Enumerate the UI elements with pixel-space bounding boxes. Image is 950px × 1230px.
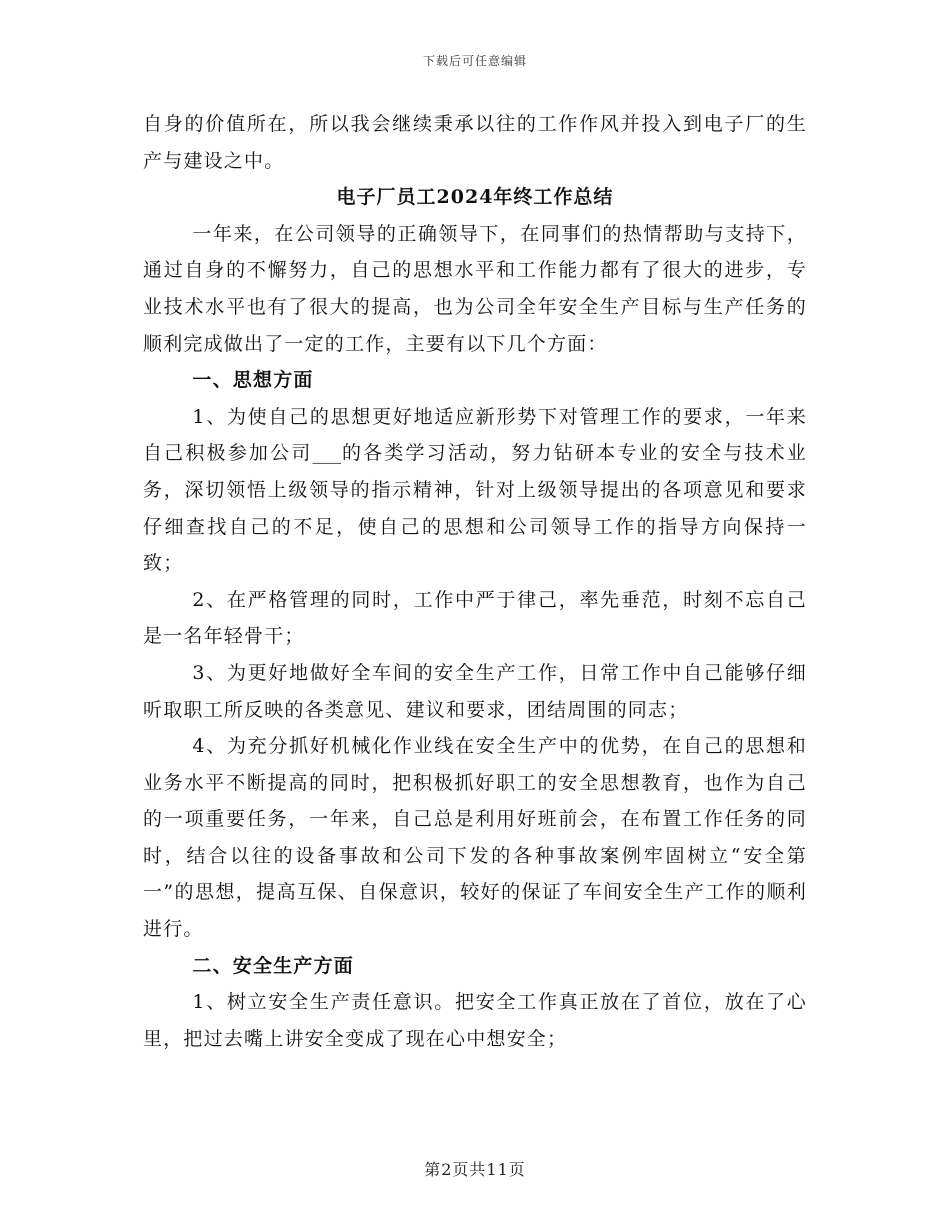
thought-item-2: 2、在严格管理的同时，工作中严于律己，率先垂范，时刻不忘自己是一名年轻骨干； bbox=[143, 588, 807, 648]
intro-paragraph: 一年来，在公司领导的正确领导下，在同事们的热情帮助与支持下，通过自身的不懈努力，自己的思想水平和工作能力都有了很大的进步，专业技术水平也有了很大的提高，也为公司全年安全生产目标与生产任务的顺利完成做出了一定的工作，主要有以下几个方面： bbox=[143, 222, 807, 355]
document-body bbox=[143, 106, 807, 1057]
header-note: 下载后可任意编辑 bbox=[422, 54, 527, 68]
document-title: 电子厂员工2024年终工作总结 bbox=[336, 186, 614, 209]
continuation-paragraph: 自身的价值所在，所以我会继续秉承以往的工作作风并投入到电子厂的生产与建设之中。 bbox=[143, 113, 807, 172]
thought-item-1-part2: 的各类学习活动，努力钻研本专业的安全与技术业务，深切领悟上级领导的指示精神，针对上级领导提出的各项意见和要求仔细查找自己的不足，使自己的思想和公司领导工作的指导方向保持一致； bbox=[143, 442, 807, 575]
section-heading-thought: 一、思想方面 bbox=[192, 369, 314, 392]
thought-item-4: 4、为充分抓好机械化作业线在安全生产中的优势，在自己的思想和业务水平不断提高的同时，把积极抓好职工的安全思想教育，也作为自己的一项重要任务，一年来，自己总是利用好班前会，在布置工作任务的同时，结合以往的设备事故和公司下发的各种事故案例牢固树立“安全第一”的思想，提高互保、自保意识，较好的保证了车间安全生产工作的顺利进行。 bbox=[143, 735, 807, 941]
page-footer: 第2页共11页 bbox=[424, 1160, 526, 1179]
thought-item-1-part1: 1、为使自己的思想更好地适应新形势下对管理工作的要求，一年来自己积极参加公司 bbox=[143, 405, 807, 465]
thought-item-1-blank: ___ bbox=[312, 442, 341, 465]
thought-item-3: 3、为更好地做好全车间的安全生产工作，日常工作中自己能够仔细听取职工所反映的各类意见、建议和要求，团结周围的同志； bbox=[143, 661, 807, 721]
safety-item-1: 1、树立安全生产责任意识。把安全工作真正放在了首位，放在了心里，把过去嘴上讲安全变成了现在心中想安全； bbox=[143, 991, 807, 1050]
section-heading-safety: 二、安全生产方面 bbox=[192, 954, 354, 977]
thought-item-1 bbox=[143, 399, 807, 582]
